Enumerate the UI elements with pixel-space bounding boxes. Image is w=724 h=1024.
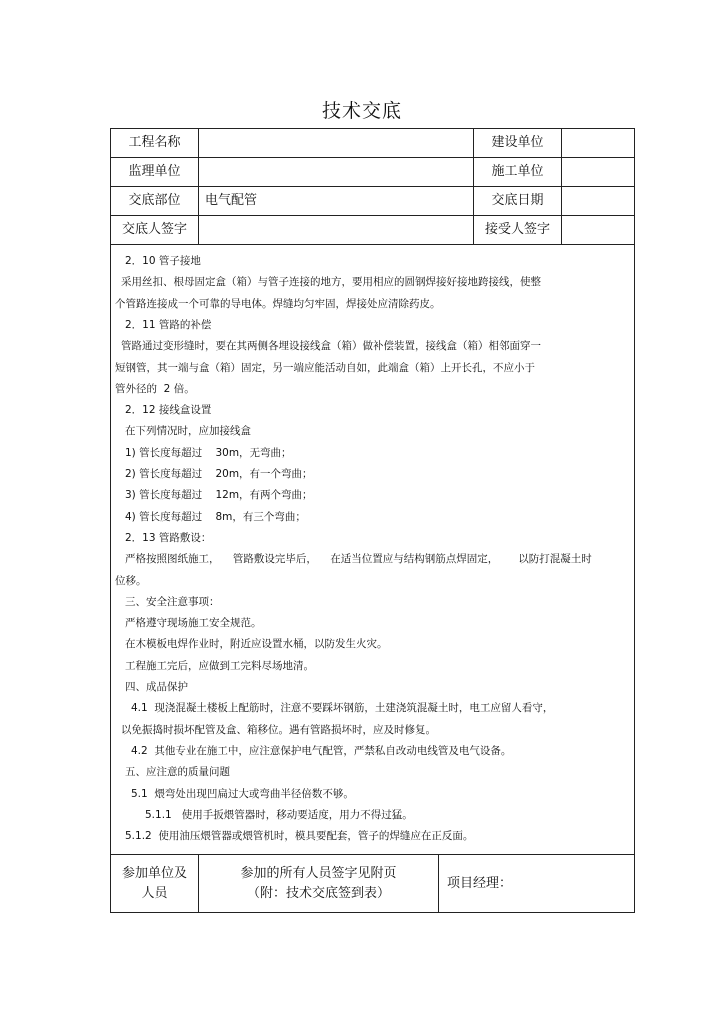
header-value	[199, 129, 474, 157]
header-label: 建设单位	[474, 129, 562, 157]
content-line: 以免振捣时损坏配管及盒、箱移位。遇有管路损坏时，应及时修复。	[121, 723, 436, 736]
header-label: 监理单位	[111, 158, 199, 186]
content-line: 2．12 接线盒设置	[125, 404, 212, 417]
content-line: 4.1 现浇混凝土楼板上配筋时，注意不要踩坏钢筋，土建浇筑混凝土时，电工应留人看守，	[131, 702, 554, 715]
header-row	[111, 216, 634, 245]
content-line: 4.2 其他专业在施工中，应注意保护电气配管，严禁私自改动电线管及电气设备。	[131, 744, 512, 757]
header-label: 工程名称	[111, 129, 199, 157]
signature-note-line1: 参加的所有人员签字见附页	[240, 866, 397, 881]
content-line: 严格按照图纸施工， 管路敷设完毕后， 在适当位置应与结构钢筋点焊固定， 以防打混凝土时	[125, 553, 592, 566]
header-value	[562, 216, 634, 244]
signature-note-cell	[199, 855, 439, 912]
header-row	[111, 158, 634, 187]
content-line: 5.1.2 使用油压煨管器或煨管机时，模具要配套，管子的焊缝应在正反面。	[125, 830, 474, 843]
content-line: 1) 管长度每超过 30m，无弯曲；	[125, 446, 292, 459]
header-row	[111, 129, 634, 158]
content-line: 4) 管长度每超过 8m，有三个弯曲；	[125, 510, 306, 523]
content-line: 2．10 管子接地	[125, 255, 201, 267]
header-label: 交底部位	[111, 187, 199, 215]
header-value: 电气配管	[199, 187, 474, 215]
content-line: 严格遵守现场施工安全规范。	[125, 617, 262, 630]
content-line: 位移。	[115, 574, 147, 587]
content-line: 5.1 煨弯处出现凹扁过大或弯曲半径倍数不够。	[131, 787, 354, 800]
header-value	[562, 158, 634, 186]
header-label: 施工单位	[474, 158, 562, 186]
content-line: 在下列情况时，应加接线盒	[125, 425, 251, 438]
content-line: 采用丝扣、根母固定盒（箱）与管子连接的地方，要用相应的圆钢焊接好接地跨接线，使整	[121, 276, 541, 289]
content-line: 三、安全注意事项：	[125, 595, 220, 608]
header-value	[562, 129, 634, 157]
content-line: 2．13 管路敷设：	[125, 531, 212, 544]
disclosure-sheet	[110, 128, 635, 913]
header-label: 交底人签字	[111, 216, 199, 244]
header-value	[199, 158, 474, 186]
header-value	[562, 187, 634, 215]
participants-label-line2: 人员	[141, 886, 168, 901]
content-line: 在木模板电焊作业时，附近应设置水桶，以防发生火灾。	[125, 638, 388, 651]
disclosure-content	[111, 245, 634, 855]
content-line: 短钢管，其一端与盒（箱）固定，另一端应能活动自如，此端盒（箱）上开长孔，不应小于	[115, 361, 535, 374]
header-label: 接受人签字	[474, 216, 562, 244]
header-row	[111, 187, 634, 216]
content-line: 四、成品保护	[125, 681, 188, 693]
signature-note-line2: （附：技术交底签到表）	[246, 886, 390, 901]
content-line: 个管路连接成一个可靠的导电体。焊缝均匀牢固，焊接处应清除药皮。	[115, 297, 441, 310]
document-title: 技术交底	[321, 100, 402, 122]
header-value	[199, 216, 474, 244]
content-line: 管路通过变形缝时，要在其两侧各埋设接线盒（箱）做补偿装置，接线盒（箱）相邻面穿一	[121, 340, 541, 353]
content-line: 2．11 管路的补偿	[125, 318, 212, 331]
header-label: 交底日期	[474, 187, 562, 215]
participants-cell	[111, 855, 199, 912]
footer-row	[111, 855, 634, 912]
content-line: 2) 管长度每超过 20m，有一个弯曲；	[125, 468, 313, 480]
content-line: 3) 管长度每超过 12m，有两个弯曲；	[125, 489, 313, 502]
content-line: 管外径的 2 倍。	[115, 382, 195, 395]
content-line: 五、应注意的质量问题	[125, 766, 230, 779]
project-manager-cell: 项目经理：	[447, 876, 513, 891]
content-line: 工程施工完后，应做到工完料尽场地清。	[125, 659, 314, 672]
participants-label-line1: 参加单位及	[121, 866, 187, 881]
content-line: 5.1.1 使用手扳煨管器时，移动要适度，用力不得过猛。	[145, 808, 413, 821]
